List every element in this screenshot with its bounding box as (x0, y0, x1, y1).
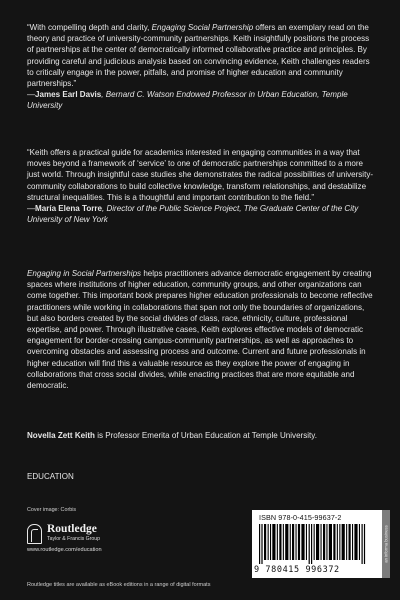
publisher-group: Taylor & Francis Group (47, 536, 101, 542)
description-text (27, 268, 375, 391)
book-description (27, 268, 375, 391)
quote-1-dash: — (27, 90, 36, 100)
quote-2-attribution (27, 203, 375, 225)
quote-1-author-title: , Bernard C. Watson Endowed Professor in Urban Education, Temple University (27, 90, 348, 111)
side-tab-label: an informa business (383, 525, 389, 563)
description-book-title: Engaging in Social Partnerships (27, 269, 142, 278)
isbn-barcode (252, 510, 382, 578)
description-body: helps practitioners advance democratic engagement by creating spaces where institutions of higher education, community groups, and other organizations can come together. This important book prepares higher education professionals to become reflective practitioners while working in collaborations that span not only the boundaries of organizations, but also borders created by the social divides of class, race, ethnicity, culture, professional expertise, and power. Through illustrative cases, Keith explores effective models of democratic engagement for border-crossing campus-community partnerships, as well as approaches to overcoming obstacles and assessing process and outcome. Current and future professionals in higher education will find this a valuable resource as they explore the power of engaging in collaborations that cross social divides, while enacting practices that are more equitable and democratic. (27, 269, 373, 391)
quote-2-author: María Elena Torre (35, 204, 102, 214)
quote-2-text: “Keith offers a practical guide for academics interested in engaging communities in a way that moves beyond a framework of ‘service’ to one of democratic partnerships committed to a more just world. Through insightful case studies she demonstrates the radical possibilities of university-community collaborations to build collective knowledge, transform relationships, and destabilize structural inequalities. This is a thoughtful and important contribution to the field.” (27, 148, 374, 202)
publisher-url: www.routledge.com/education (27, 547, 102, 553)
bio-text (27, 430, 375, 441)
endorsement-quote-1 (27, 22, 375, 112)
endorsement-quote-2 (27, 147, 375, 225)
quote-1-text-end: offers an exemplary read on the theory and practice of university-community partnerships. Keith insightfully positions the process of partnerships at the center of democratically informed collaborative practice and principles. By providing careful and judicious analysis based on convincing evidence, Keith challenges readers to critically engage in the power, pitfalls, and promise of higher education and community partnerships.” (27, 23, 370, 89)
quote-2-author-title: , Director of the Public Science Project, The Graduate Center of the City University of New York (27, 204, 359, 225)
quote-1-text-start: “With compelling depth and clarity, (27, 23, 152, 32)
quote-1-author: James Earl Davis (35, 90, 102, 100)
quote-1-book-title: Engaging Social Partnership (151, 23, 254, 32)
quote-2-dash: — (27, 204, 36, 214)
routledge-r-icon (27, 524, 42, 544)
ebook-note: Routledge titles are available as eBook editions in a range of digital formats (27, 582, 211, 588)
isbn-number: ISBN 978-0-415-99637-2 (259, 513, 342, 522)
publisher-name: Routledge (47, 523, 97, 535)
publisher-logo (27, 523, 187, 563)
informa-side-tab (382, 510, 390, 578)
barcode-digits: 9 780415 996372 (254, 565, 340, 575)
author-name: Novella Zett Keith (27, 431, 95, 440)
cover-image-credit: Cover image: Corbis (27, 507, 77, 513)
quote-1-text (27, 22, 375, 89)
barcode-icon (259, 524, 367, 564)
bio-body: is Professor Emerita of Urban Education at Temple University. (94, 431, 317, 440)
quote-1-attribution (27, 89, 375, 111)
subject-category: EDUCATION (27, 472, 74, 481)
author-bio (27, 430, 375, 441)
